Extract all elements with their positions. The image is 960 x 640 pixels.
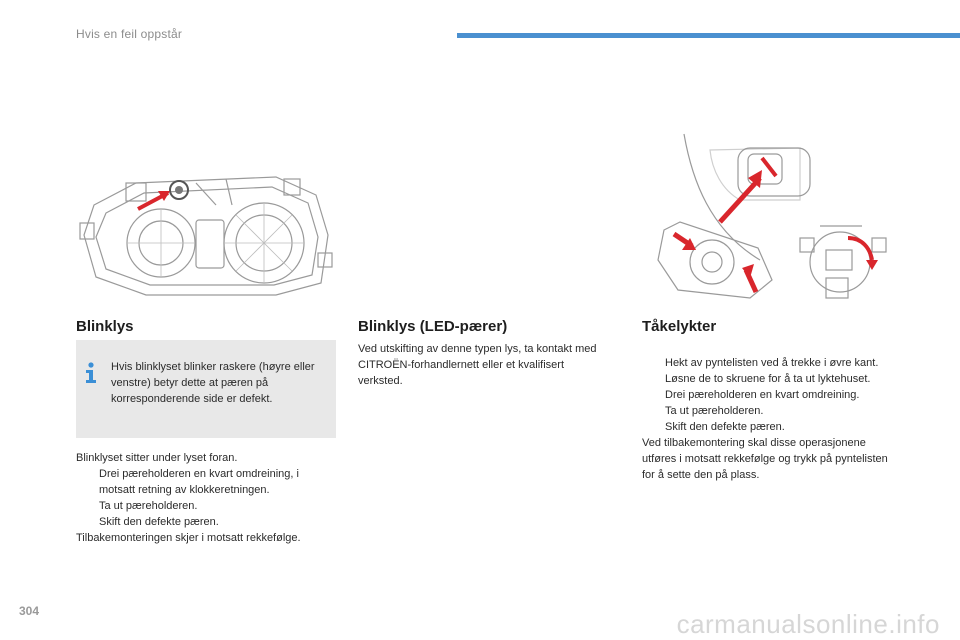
takelykter-outro: Ved tilbakemontering skal disse operasjonene utføres i motsatt rekkefølge og trykk på pyntelisten for å sette den på plass. bbox=[642, 437, 888, 481]
list-item: Drei pæreholderen en kvart omdreining, i motsatt retning av klokkeretningen. bbox=[99, 468, 299, 496]
takelykter-heading: Tåkelykter bbox=[642, 318, 717, 335]
list-item: Skift den defekte pæren. bbox=[665, 421, 785, 433]
blinklys-instructions bbox=[76, 450, 338, 546]
list-item: Ta ut pæreholderen. bbox=[665, 405, 764, 417]
section-header-title: Hvis en feil oppstår bbox=[76, 27, 183, 41]
info-note-text: Hvis blinklyset blinker raskere (høyre eller venstre) betyr dette at pæren på korresponderende side er defekt. bbox=[111, 361, 315, 405]
list-item: Drei pæreholderen en kvart omdreining. bbox=[665, 389, 860, 401]
takelykter-instructions bbox=[642, 355, 902, 483]
list-item: Løsne de to skruene for å ta ut lyktehuset. bbox=[665, 373, 871, 385]
blinklys-led-text: Ved utskifting av denne typen lys, ta kontakt med CITROËN-forhandlernett eller et kvalifisert verksted. bbox=[358, 343, 597, 387]
takelykter-step-list bbox=[642, 355, 902, 435]
foglamp-illustration bbox=[650, 130, 895, 305]
blinklys-led-heading: Blinklys (LED-pærer) bbox=[358, 318, 508, 335]
info-note-box bbox=[76, 340, 336, 438]
header-accent-bar bbox=[457, 33, 960, 38]
list-item: Ta ut pæreholderen. bbox=[99, 500, 198, 512]
watermark-text: carmanualsonline.info bbox=[676, 609, 940, 639]
page-number: 304 bbox=[19, 604, 40, 618]
info-icon bbox=[84, 362, 98, 384]
blinklys-heading: Blinklys bbox=[76, 318, 134, 335]
blinklys-step-list bbox=[76, 466, 338, 530]
headlamp-illustration bbox=[76, 165, 336, 300]
list-item: Skift den defekte pæren. bbox=[99, 516, 219, 528]
blinklys-outro: Tilbakemonteringen skjer i motsatt rekkefølge. bbox=[76, 532, 301, 544]
list-item: Hekt av pyntelisten ved å trekke i øvre kant. bbox=[665, 357, 879, 369]
blinklys-intro: Blinklyset sitter under lyset foran. bbox=[76, 452, 238, 464]
